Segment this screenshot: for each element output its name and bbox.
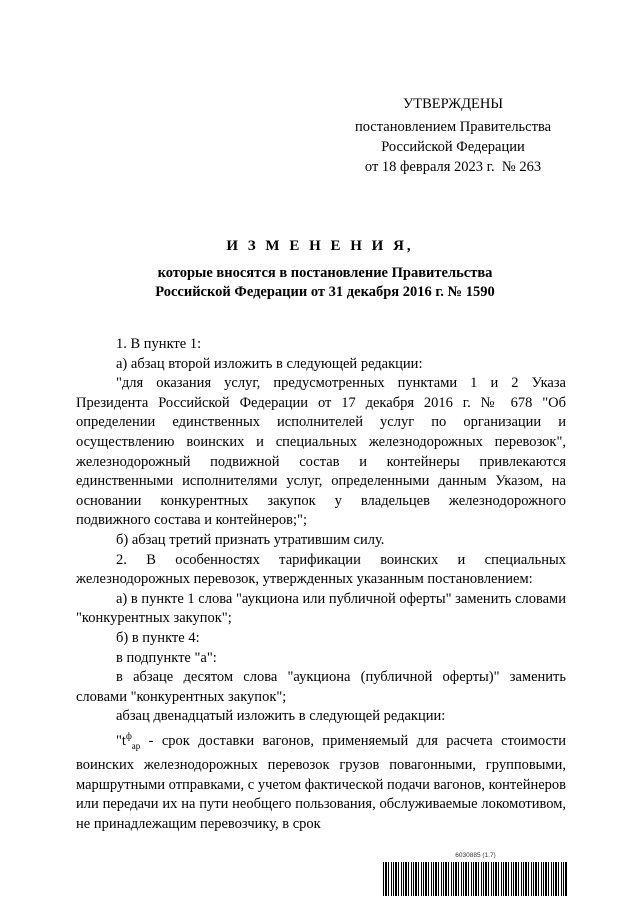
paragraph: б) абзац третий признать утратившим силу. [116,531,385,548]
approval-date: от 18 февраля 2023 г. № 263 [364,159,542,175]
paragraph: 2. В особенностях тарификации воинских и специальных железнодорожных перевозок, утвержденных указанным постановлением: [76,551,566,588]
paragraph: 1. В пункте 1: [116,336,202,352]
paragraph: абзац двенадцатый изложить в следующей редакции: [116,708,446,725]
formula-symbol [121,730,141,751]
barcode [383,852,568,898]
formula-base: t [121,732,126,749]
formula-text: - срок доставки вагонов, применяемый для расчета стоимости воинских железнодорожных перевозок грузов повагонными, групповыми, маршрутными отправками, с учетом фактической подачи вагонов, контейнеров или передачи их на пути необщего пользования, обслуживаемые локомотивом, не принадлежащим перевозчику, в срок [76,732,566,832]
document-subtitle [90,264,560,302]
paragraph: а) абзац второй изложить в следующей редакции: [116,355,423,372]
approval-line: Российской Федерации [381,139,525,155]
subtitle-line: которые вносятся в постановление Правительства [157,265,493,281]
subtitle-line: Российской Федерации от 31 декабря 2016 г. № 1590 [155,284,495,300]
document-title: И З М Е Н Е Н И Я, [226,238,414,254]
paragraph: в подпункте "а": [116,649,217,666]
formula-paragraph [76,727,566,835]
approval-line: постановлением Правительства [354,119,552,135]
formula-sup: ф [125,730,132,741]
open-quote: " [116,732,122,749]
approval-heading: УТВЕРЖДЕНЫ [402,96,504,112]
paragraph: б) в пункте 4: [116,629,200,646]
paragraph: "для оказания услуг, предусмотренных пунктами 1 и 2 Указа Президента Российской Федерации от 17 декабря 2016 г. № 678 "Об определении единственных исполнителей услуг по организации и осуществлению воинских и специальных железнодорожных перевозок", железнодорожный подвижной состав и контейнеры привлекаются единственными исполнителями услуг, определенными данным Указом, на основании конкурентных закупок у владельцев железнодорожного подвижного состава и контейнеров;"; [76,375,566,529]
approval-block [318,94,588,177]
formula-sub: ар [131,740,141,751]
paragraph: в абзаце десятом слова "аукциона (публичной оферты)" заменить словами "конкурентных закупок"; [76,669,566,705]
barcode-text: 6030885 (1.7) [455,852,496,859]
barcode-bars [383,862,568,896]
paragraph: а) в пункте 1 слова "аукциона или публичной оферты" заменить словами "конкурентных закупок"; [76,590,566,627]
document-body [76,335,566,835]
